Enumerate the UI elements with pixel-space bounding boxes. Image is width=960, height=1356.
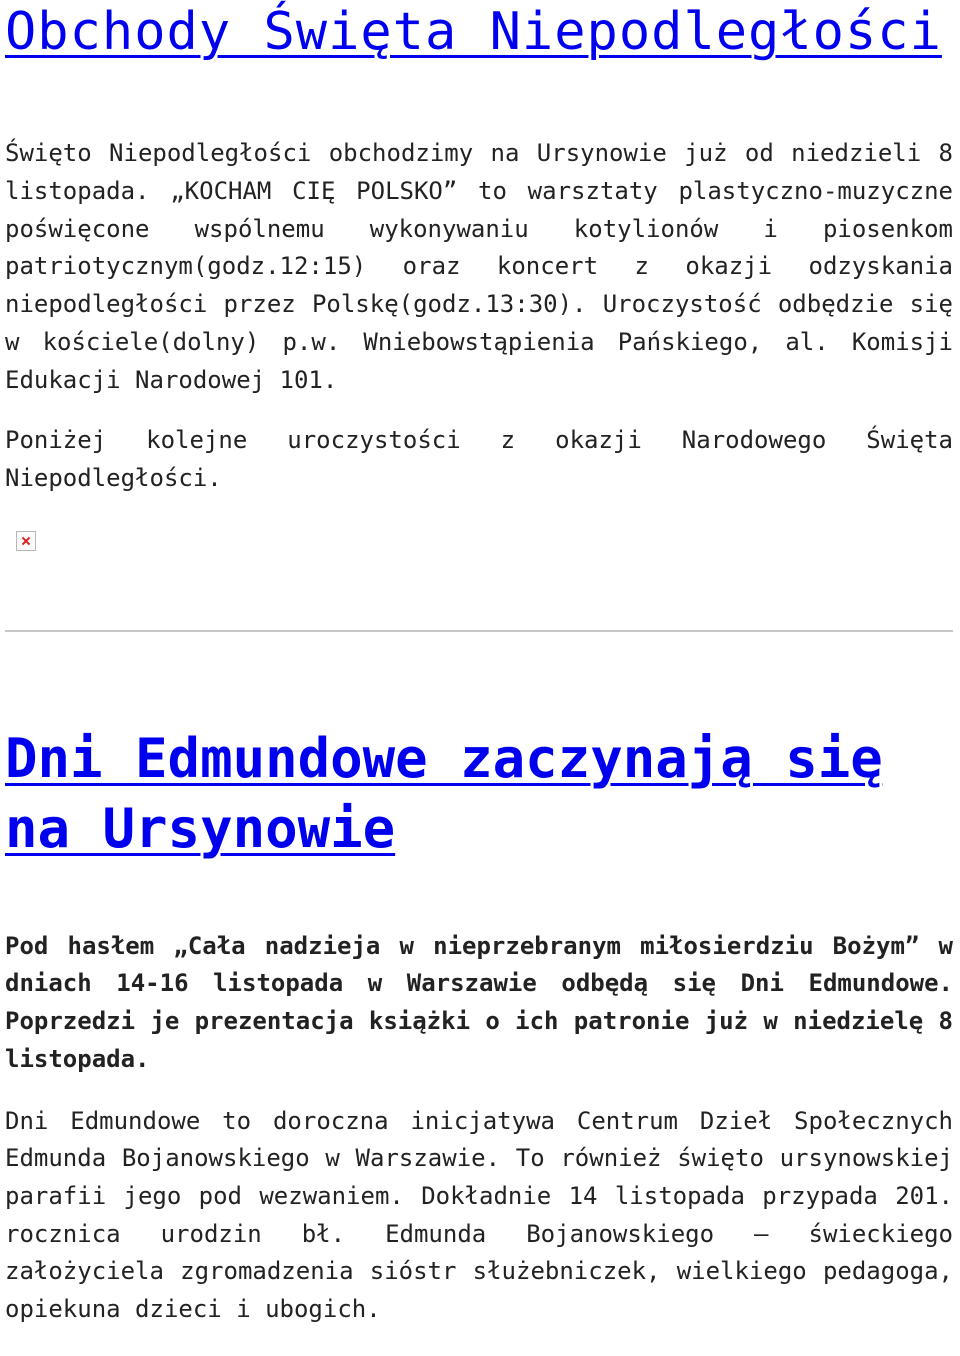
article-edmund-days xyxy=(5,724,953,1329)
article-paragraph: Poniżej kolejne uroczystości z okazji Narodowego Święta Niepodległości. xyxy=(5,426,953,492)
page xyxy=(5,0,953,1329)
article-paragraph: Dni Edmundowe to doroczna inicjatywa Centrum Dzieł Społecznych Edmunda Bojanowskiego w Warszawie. To również święto ursynowskiej parafii jego pod wezwaniem. Dokładnie 14 listopada przypada 201. rocznica urodzin bł. Edmunda Bojanowskiego – świeckiego założyciela zgromadzenia sióstr służebniczek, wielkiego pedagoga, opiekuna dzieci i ubogich. xyxy=(5,1106,953,1324)
article-title-link[interactable]: Obchody Święta Niepodległości xyxy=(5,2,942,62)
article-lead: Pod hasłem „Cała nadzieja w nieprzebranym miłosierdziu Bożym” w dniach 14-16 listopada w Warszawie odbędą się Dni Edmundowe. Poprzedzi je prezentacja książki o ich patronie już w niedzielę 8 listopada. xyxy=(5,931,953,1073)
article-independence-day xyxy=(5,2,953,551)
broken-image-icon xyxy=(16,531,36,551)
article-paragraph: Święto Niepodległości obchodzimy na Ursynowie już od niedzieli 8 listopada. „KOCHAM CIĘ POLSKO” to warsztaty plastyczno-muzyczne poświęcone wspólnemu wykonywaniu kotylionów i piosenkom patriotycznym(godz.12:15) oraz koncert z okazji odzyskania niepodległości przez Polskę(godz.13:30). Uroczystość odbędzie się w kościele(dolny) p.w. Wniebowstąpienia Pańskiego, al. Komisji Edukacji Narodowej 101. xyxy=(5,139,953,394)
article-title-link[interactable]: Dni Edmundowe zaczynają się na Ursynowie xyxy=(5,726,883,860)
article-separator xyxy=(5,630,953,632)
